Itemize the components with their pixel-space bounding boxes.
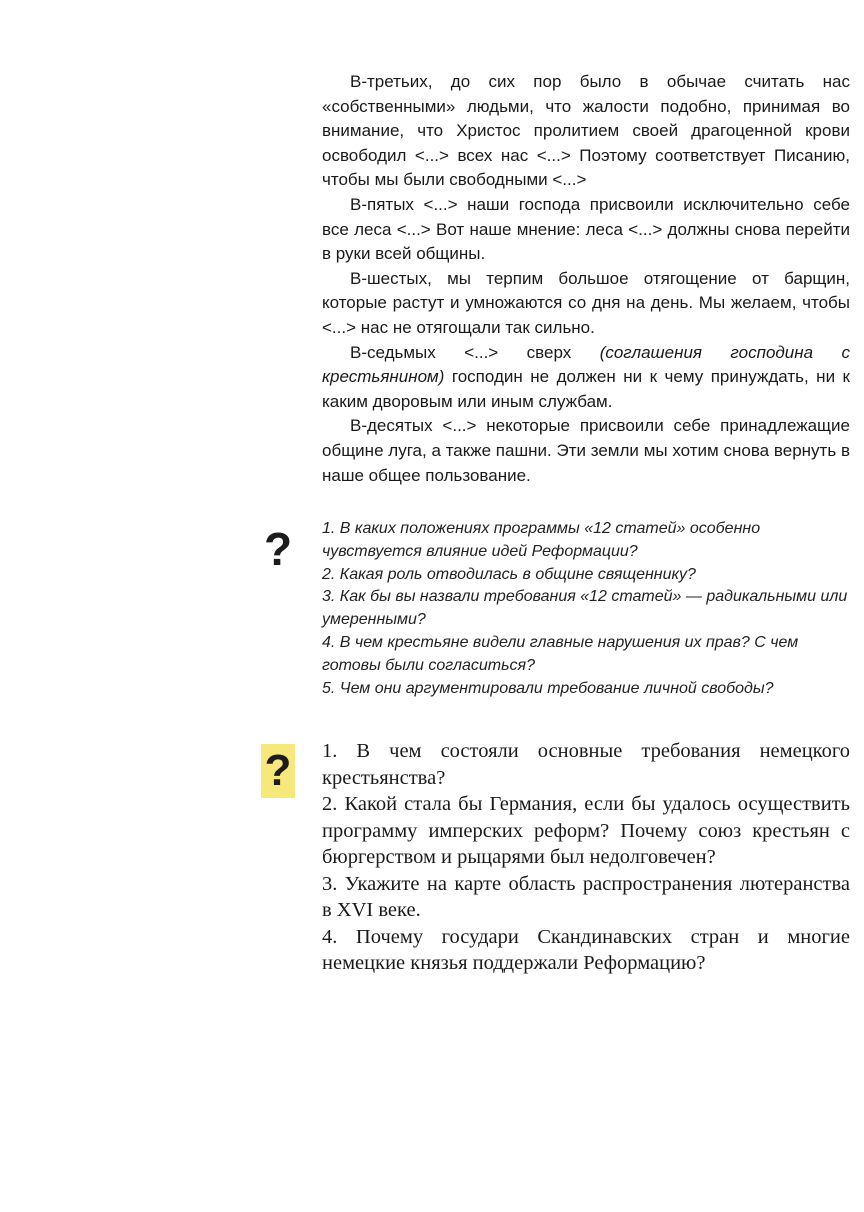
chapter-questions	[322, 738, 850, 977]
source-paragraph-6: В-шестых, мы терпим большое отягощение от барщин, которые растут и умножаются со дня на день. Мы желаем, чтобы <...> нас не отягощали так сильно.	[322, 268, 850, 337]
source-paragraph-5: В-пятых <...> наши господа присвоили исключительно себе все леса <...> Вот наше мнение: леса <...> должны снова перейти в руки всей общины.	[322, 194, 850, 264]
source-paragraph-7	[322, 341, 850, 415]
document-question-4: 4. В чем крестьяне видели главные нарушения их прав? С чем готовы были согласиться?	[322, 633, 799, 674]
document-question-2: 2. Какая роль отводилась в общине священнику?	[322, 565, 696, 583]
document-question-1: 1. В каких положениях программы «12 статей» особенно чувствуется влияние идей Реформации?	[322, 520, 761, 560]
document-question-5: 5. Чем они аргументировали требование личной свободы?	[322, 679, 774, 697]
source-text	[322, 70, 850, 488]
chapter-question-4: 4. Почему государи Скандинавских стран и многие немецкие князья поддержали Реформацию?	[322, 925, 850, 974]
question-mark-highlight-icon: ?	[261, 744, 295, 798]
p7-start: В-седьмых <...> сверх	[350, 342, 600, 362]
p7-end: господин не должен ни к чему принуждать, ни к каким дворовым или иным службам.	[322, 367, 850, 411]
document-question-3: 3. Как бы вы назвали требования «12 статей» — радикальными или умеренными?	[322, 588, 848, 629]
chapter-question-3: 3. Укажите на карте область распространения лютеранства в XVI веке.	[322, 872, 850, 921]
document-questions	[322, 518, 850, 700]
chapter-question-2: 2. Какой стала бы Германия, если бы удалось осуществить программу имперских реформ? Почему союз крестьян с бюргерством и рыцарями был недолговечен?	[322, 793, 850, 868]
source-paragraph-3: В-третьих, до сих пор было в обычае считать нас «собственными» людьми, что жалости подобно, принимая во внимание, что Христос пролитием своей драгоценной крови освободил <...> всех нас <...> Поэтому соответствует Писанию, чтобы мы были свободными <...>	[322, 72, 850, 190]
question-mark-icon: ?	[263, 523, 293, 575]
chapter-question-1: 1. В чем состояли основные требования немецкого крестьянства?	[322, 740, 850, 789]
p7-italic: (соглашения господина с крестьянином)	[322, 342, 850, 387]
source-paragraph-10: В-десятых <...> некоторые присвоили себе принадлежащие общине луга, а также пашни. Эти земли мы хотим снова вернуть в наше общее пользование.	[322, 416, 850, 485]
